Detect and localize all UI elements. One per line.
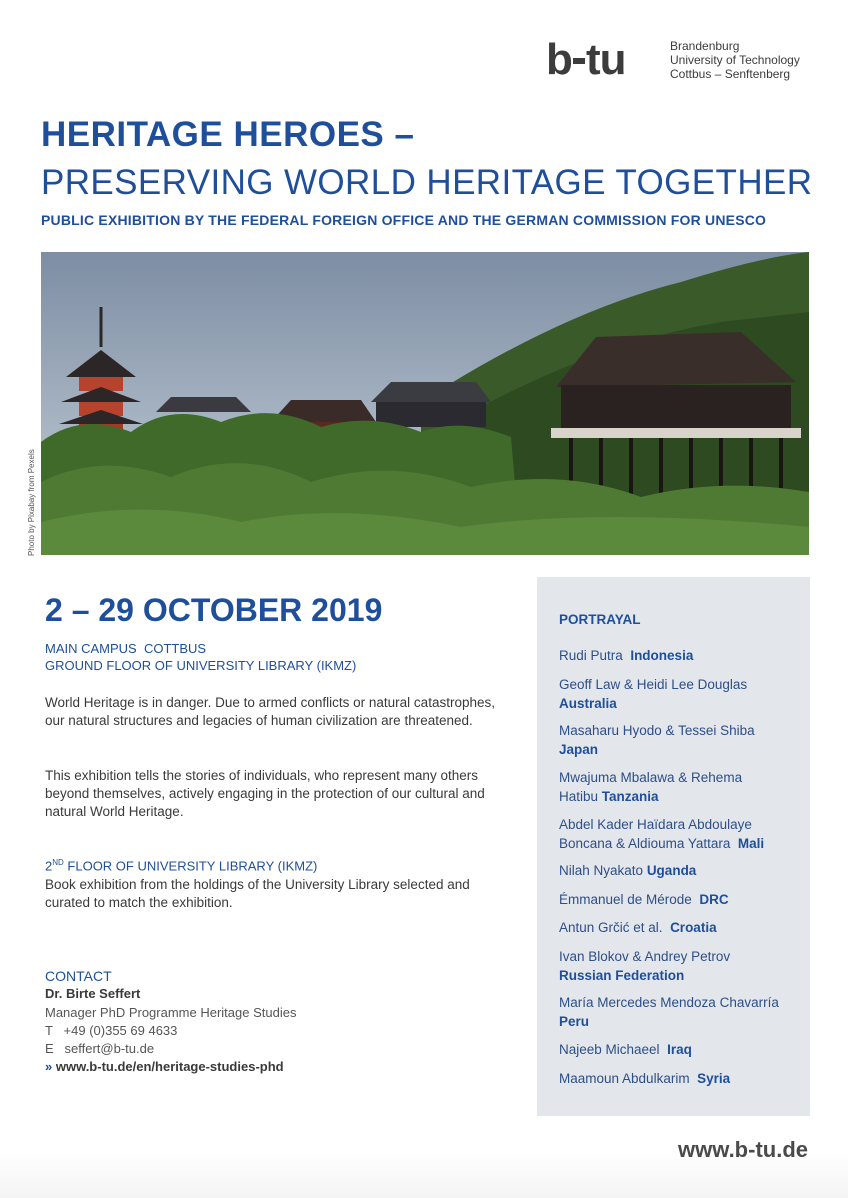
venue-line-1: MAIN CAMPUS COTTBUS	[45, 641, 207, 656]
contact-email[interactable]: E seffert@b-tu.de	[45, 1041, 155, 1057]
portrayal-item	[559, 919, 799, 938]
logo-line-2: University of Technology	[670, 53, 800, 67]
svg-text:tu: tu	[586, 36, 626, 82]
svg-text:b: b	[546, 36, 572, 82]
portrayal-item	[559, 994, 799, 1031]
portrayal-names: Najeeb Michaeel	[559, 1042, 660, 1057]
portrayal-names: Rudi Putra	[559, 648, 623, 663]
portrayal-country: Iraq	[667, 1042, 692, 1057]
contact-website-url[interactable]: www.b-tu.de/en/heritage-studies-phd	[52, 1059, 284, 1075]
portrayal-names: Masaharu Hyodo & Tessei Shiba	[559, 723, 755, 738]
logo-line-1: Brandenburg	[670, 39, 740, 53]
btu-logo[interactable]	[546, 36, 816, 82]
portrayal-item	[559, 816, 774, 853]
contact-phone: T +49 (0)355 69 4633	[45, 1022, 178, 1038]
portrayal-names: Maamoun Abdulkarim	[559, 1071, 690, 1086]
description-paragraph: This exhibition tells the stories of individuals, who represent many others beyond themselves, actively engaging in the protection of our cultural and natural World Heritage.	[45, 768, 485, 819]
contact-section	[45, 967, 505, 1077]
portrayal-names: Geoff Law & Heidi Lee Douglas	[559, 677, 748, 692]
exhibition-date: 2 – 29 OCTOBER 2019	[45, 592, 383, 628]
portrayal-names: Émmanuel de Mérode	[559, 892, 692, 907]
portrayal-item	[559, 948, 799, 985]
portrayal-country: Indonesia	[630, 648, 694, 663]
portrayal-names: Antun Grčić et al.	[559, 920, 663, 935]
book-exhibition-paragraph: Book exhibition from the holdings of the University Library selected and curated to match the exhibition.	[45, 877, 470, 910]
second-floor-heading	[45, 858, 317, 873]
portrayal-country: Russian Federation	[559, 967, 685, 983]
portrayal-country: Croatia	[670, 920, 717, 935]
contact-name: Dr. Birte Seffert	[45, 986, 141, 1002]
link-arrow-icon: »	[45, 1059, 53, 1075]
portrayal-item	[559, 676, 799, 713]
portrayal-country: Peru	[559, 1013, 590, 1029]
portrayal-country: Japan	[559, 741, 599, 757]
portrayal-box	[537, 577, 810, 1116]
floor-number: 2	[45, 858, 53, 874]
temple-photo	[41, 252, 809, 555]
portrayal-country: DRC	[699, 892, 729, 907]
portrayal-item	[559, 1070, 799, 1089]
page-title-line-2: PRESERVING WORLD HERITAGE TOGETHER	[41, 163, 813, 202]
btu-logo-mark	[546, 36, 658, 82]
venue	[45, 640, 356, 674]
portrayal-item	[559, 769, 759, 806]
portrayal-heading: PORTRAYAL	[559, 612, 641, 627]
portrayal-item	[559, 891, 799, 910]
page-title: HERITAGE HEROES –	[41, 115, 415, 154]
portrayal-names: Ivan Blokov & Andrey Petrov	[559, 949, 731, 964]
university-name	[670, 39, 800, 81]
contact-website-link[interactable]	[45, 1058, 505, 1076]
contact-heading: CONTACT	[45, 968, 112, 984]
portrayal-item	[559, 862, 799, 881]
portrayal-names: Abdel Kader Haïdara Abdoulaye Boncana & Aldiouma Yattara	[559, 817, 752, 851]
portrayal-country: Australia	[559, 695, 617, 711]
logo-line-3: Cottbus – Senftenberg	[670, 67, 791, 81]
portrayal-country: Uganda	[646, 863, 697, 878]
footer-website-link[interactable]: www.b-tu.de	[678, 1137, 808, 1162]
floor-label: FLOOR OF UNIVERSITY LIBRARY (IKMZ)	[63, 858, 318, 874]
intro-paragraph: World Heritage is in danger. Due to armed conflicts or natural catastrophes, our natural structures and legacies of human civilization are threatened.	[45, 695, 495, 728]
portrayal-names: Mwajuma Mbalawa & Rehema Hatibu	[559, 770, 743, 804]
portrayal-country: Tanzania	[601, 788, 659, 804]
contact-role: Manager PhD Programme Heritage Studies	[45, 1004, 297, 1020]
venue-line-2: GROUND FLOOR OF UNIVERSITY LIBRARY (IKMZ)	[45, 658, 357, 673]
portrayal-item	[559, 647, 799, 666]
portrayal-names: Nilah Nyakato	[559, 863, 644, 878]
photo-credit: Photo by Pixabay from Pexels	[27, 449, 36, 556]
floor-suffix: ND	[52, 858, 64, 867]
page-subtitle: PUBLIC EXHIBITION BY THE FEDERAL FOREIGN OFFICE AND THE GERMAN COMMISSION FOR UNESCO	[41, 212, 767, 228]
portrayal-country: Syria	[697, 1071, 731, 1086]
portrayal-item	[559, 722, 799, 759]
portrayal-names: María Mercedes Mendoza Chavarría	[559, 995, 779, 1010]
portrayal-item	[559, 1041, 799, 1060]
portrayal-country: Mali	[737, 835, 765, 851]
temple-illustration	[41, 252, 809, 555]
